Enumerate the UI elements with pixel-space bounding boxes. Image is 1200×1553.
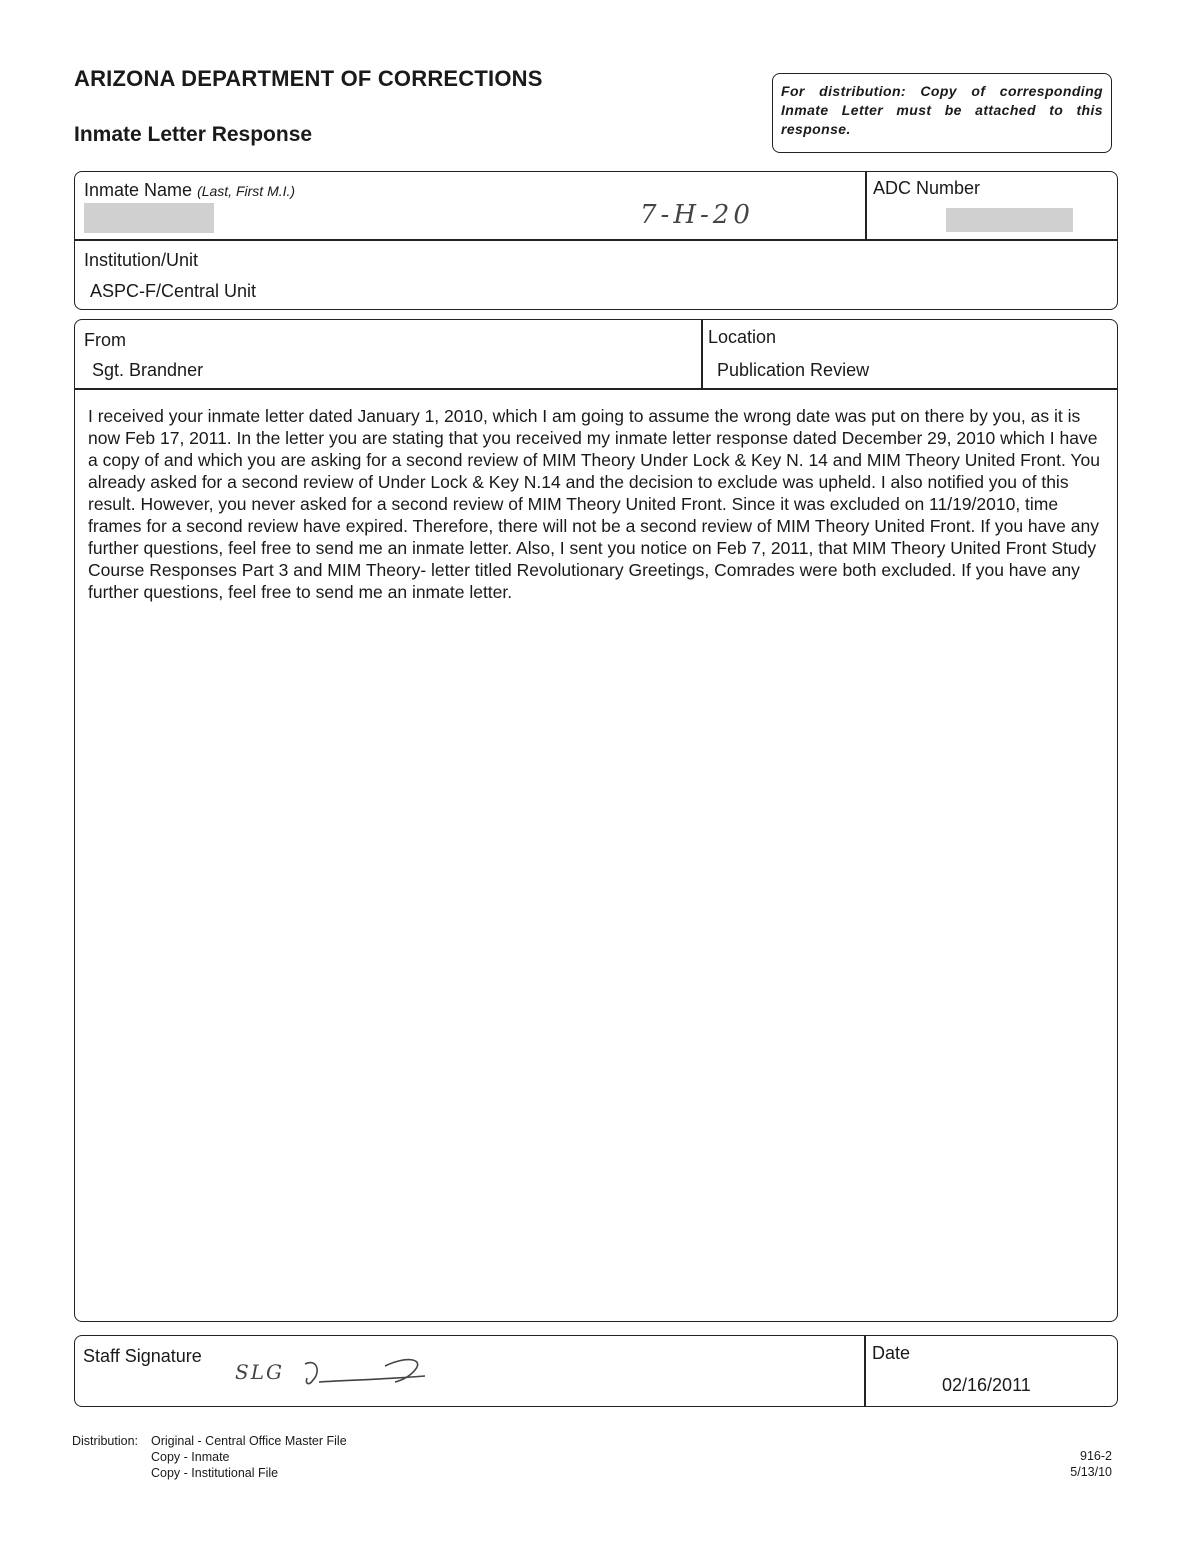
staff-signature-label: Staff Signature	[83, 1346, 202, 1366]
divider	[701, 320, 703, 389]
from-value: Sgt. Brandner	[92, 360, 204, 380]
date-value: 02/16/2011	[942, 1375, 1031, 1395]
response-body: I received your inmate letter dated January 1, 2010, which I am going to assume the wrong date was put on there by you, as it is now Feb 17, 2011. In the letter you are stating that you received my inmate letter response dated December 29, 2010 which I have a copy of and which you are asking for a second review of MIM Theory Under Lock & Key N. 14 and MIM Theory United Front. You already asked for a second review of Under Lock & Key N.14 and the decision to exclude was upheld. I also notified you of this result. However, you never asked for a second review of MIM Theory United Front. Since it was excluded on 11/19/2010, time frames for a second review have expired. Therefore, there will not be a second review of MIM Theory United Front. If you have any further questions, feel free to send me an inmate letter. Also, I sent you notice on Feb 7, 2011, that MIM Theory United Front Study Course Responses Part 3 and MIM Theory- letter titled Revolutionary Greetings, Comrades were both excluded. If you have any further questions, feel free to send me an inmate letter.	[88, 406, 1100, 602]
inmate-name-label: Inmate Name (Last, First M.I.)	[84, 180, 296, 200]
distribution-note: For distribution: Copy of corresponding Inmate Letter must be attached to this response.	[772, 73, 1112, 153]
distribution-line: Original - Central Office Master File	[151, 1434, 347, 1448]
institution-label: Institution/Unit	[84, 250, 199, 270]
distribution-line: Copy - Institutional File	[151, 1466, 279, 1480]
distribution-list	[151, 1433, 347, 1481]
redacted-adc-number	[946, 208, 1073, 232]
location-value: Publication Review	[717, 360, 870, 380]
from-label: From	[84, 330, 126, 350]
handwritten-signature: SLG	[235, 1350, 435, 1400]
divider	[75, 239, 1117, 241]
institution-value: ASPC-F/Central Unit	[90, 281, 257, 301]
adc-number-label: ADC Number	[873, 178, 981, 198]
handwritten-note: 7-H-20	[640, 200, 754, 230]
distribution-line: Copy - Inmate	[151, 1450, 230, 1464]
location-label: Location	[708, 327, 777, 347]
signature-box	[74, 1335, 1118, 1407]
agency-title: ARIZONA DEPARTMENT OF CORRECTIONS	[74, 66, 543, 91]
redacted-inmate-name	[84, 203, 214, 233]
form-number: 916-2	[1080, 1449, 1112, 1463]
form-title: Inmate Letter Response	[74, 123, 313, 146]
distribution-label: Distribution:	[72, 1434, 138, 1448]
divider	[864, 1336, 866, 1406]
date-label: Date	[872, 1343, 911, 1363]
form-date: 5/13/10	[1070, 1465, 1112, 1479]
divider	[865, 172, 867, 240]
divider	[75, 388, 1117, 390]
